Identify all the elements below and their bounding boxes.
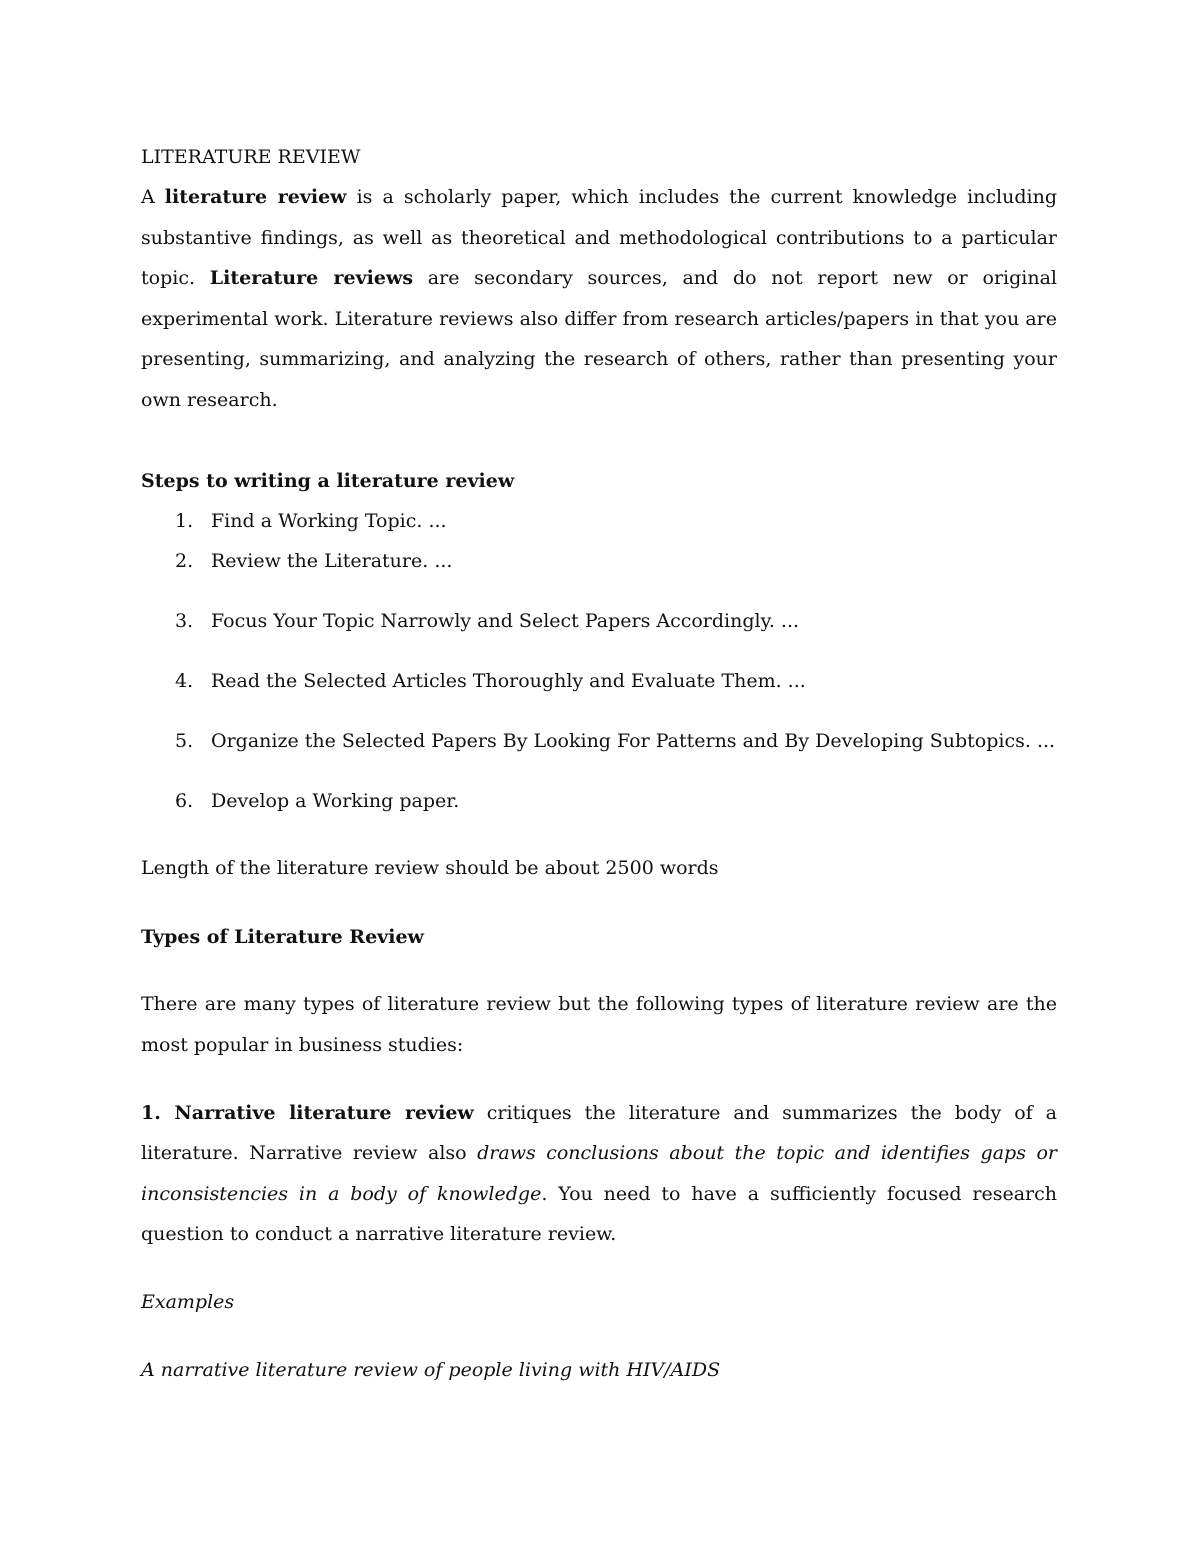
step-number: 1. (175, 510, 194, 533)
narrative-text-2: . You need to have a sufficiently focused research question to conduct a narrative literature review. (141, 1182, 1058, 1246)
step-text: Find a Working Topic. ... (211, 510, 447, 533)
intro-term-literature-review: literature review (164, 186, 347, 208)
step-number: 5. (175, 730, 194, 753)
step-text: Develop a Working paper. (211, 790, 460, 813)
narrative-emphasis: draws conclusions about the topic and identifies gaps or inconsistencies in a body of knowledge (141, 1142, 1057, 1205)
step-item (141, 721, 1057, 761)
step-number: 6. (175, 790, 194, 813)
step-number: 3. (175, 610, 194, 633)
examples-label: Examples (141, 1290, 235, 1313)
step-text: Organize the Selected Papers By Looking For Patterns and By Developing Subtopics. ... (211, 730, 1056, 753)
length-note: Length of the literature review should be about 2500 words (141, 857, 719, 880)
narrative-paragraph (141, 1093, 1057, 1255)
types-intro-paragraph: There are many types of literature review but the following types of literature review are the most popular in business studies: (141, 993, 1057, 1056)
step-text: Read the Selected Articles Thoroughly and Evaluate Them. ... (211, 670, 806, 693)
types-heading: Types of Literature Review (141, 925, 424, 948)
document-body (141, 143, 1057, 1390)
step-item (141, 541, 1057, 581)
intro-lead-article: A (141, 186, 155, 208)
steps-heading: Steps to writing a literature review (141, 469, 515, 492)
steps-list (141, 501, 1057, 821)
document-title: LITERATURE REVIEW (141, 146, 361, 168)
step-item (141, 781, 1057, 821)
intro-sentence-1: is a scholarly paper, which includes the current knowledge including substantive findings, as well as theoretical and methodological contributions to a particular topic. (141, 186, 1057, 290)
step-item (141, 501, 1057, 541)
step-text: Focus Your Topic Narrowly and Select Papers Accordingly. ... (211, 610, 800, 633)
intro-sentence-2: are secondary sources, and do not report new or original experimental work. Literature reviews also differ from research articles/papers in that you are presenting, summarizing, and analyzing the research of others, rather than presenting your own research. (141, 267, 1057, 411)
step-item (141, 601, 1057, 641)
example-item: A narrative literature review of people living with HIV/AIDS (141, 1358, 721, 1381)
step-number: 4. (175, 670, 194, 693)
step-item (141, 661, 1057, 701)
narrative-text-1: critiques the literature and summarizes the body of a literature. Narrative review also (141, 1101, 1057, 1165)
step-number: 2. (175, 550, 194, 573)
narrative-label: 1. Narrative literature review (141, 1101, 474, 1124)
intro-term-literature-reviews: Literature reviews (209, 267, 414, 290)
step-text: Review the Literature. ... (211, 550, 453, 573)
intro-paragraph (141, 177, 1057, 421)
